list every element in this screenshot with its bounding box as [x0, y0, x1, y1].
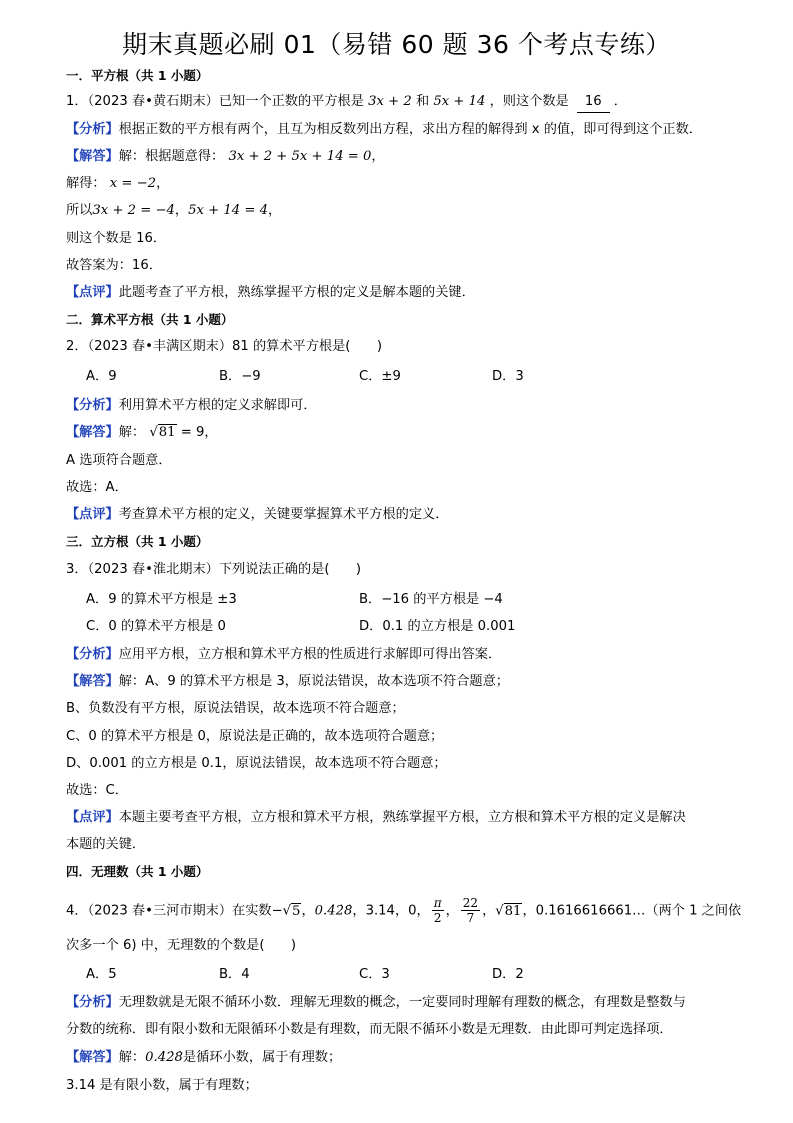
solution-3-line-2: C、0 的算术平方根是 0，原说法是正确的，故本选项符合题意；	[66, 729, 444, 744]
comment-2	[66, 505, 448, 525]
question-1-text: 1．（2023 春•黄石期末）已知一个正数的平方根是	[66, 94, 364, 109]
solution-1-line-1-eq: x = −2	[109, 176, 157, 191]
question-4-option-a: A．5	[86, 967, 117, 982]
comment-3-line-2: 本题的关键．	[66, 837, 146, 852]
comment-text: 考查算术平方根的定义，关键要掌握算术平方根的定义．	[118, 507, 449, 522]
repeating-decimal: 0.4̇2̇8̇	[145, 1050, 183, 1065]
analysis-4-line-2: 分数的统称．即有限小数和无限循环小数是有理数，而无限不循环小数是无理数．由此即可判定选择项．	[66, 1022, 673, 1037]
minus-sign: −	[271, 903, 283, 919]
question-1-text-post: ，则这个数是	[489, 94, 569, 109]
question-1	[66, 92, 627, 113]
question-4-line-2: 次多一个 6) 中，无理数的个数是( )	[66, 938, 297, 953]
separator: ，	[445, 903, 459, 919]
question-4	[66, 896, 741, 925]
solution-punct: ，	[371, 149, 385, 164]
solution-1-line-1-pre: 解得：	[66, 176, 106, 191]
solution-1-line-2-eq-2: 5x + 14 = 4	[188, 203, 268, 218]
fraction-numerator: π	[433, 896, 442, 910]
comment-tag: 【点评】	[66, 285, 119, 300]
solution-2-line-2: 故选：A．	[66, 480, 128, 495]
solution-1-line-2-pre: 所以	[66, 203, 93, 218]
solution-3-line-3: D、0.001 的立方根是 0.1，原说法错误，故本选项不符合题意；	[66, 756, 447, 771]
analysis-text: 利用算术平方根的定义求解即可．	[118, 398, 317, 413]
question-4-option-b: B．4	[219, 967, 250, 982]
analysis-text: 根据正数的平方根有两个，且互为相反数列出方程，求出方程的解得到 x 的值，即可得到这个正数．	[118, 122, 702, 137]
question-3-option-c: C．0 的算术平方根是 0	[86, 619, 226, 634]
question-4-tail: ，0.1616616661…（两个 1 之间依	[522, 903, 742, 919]
solution-text: 解：	[118, 425, 146, 440]
solution-text: 解：根据题意得：	[118, 149, 225, 164]
comment-text: 此题考查了平方根，熟练掌握平方根的定义是解本题的关键．	[118, 285, 475, 300]
solution-1-line-2	[66, 201, 281, 221]
question-1-end: ．	[613, 94, 627, 109]
solution-2-line-1: A 选项符合题意．	[66, 453, 172, 468]
solution-3-line-4: 故选：C．	[66, 783, 128, 798]
analysis-text: 无理数就是无限不循环小数．理解无理数的概念，一定要同时理解有理数的概念，有理数是整数与	[118, 995, 686, 1010]
question-4-mid: ，3.14，0，	[352, 903, 430, 919]
fraction-pi-over-2	[432, 896, 444, 925]
analysis-1	[66, 120, 702, 140]
comment-1	[66, 283, 475, 303]
solution-tag: 【解答】	[66, 674, 119, 689]
question-2-option-b: B．−9	[219, 369, 261, 384]
solution-1-line-1	[66, 174, 169, 194]
answer-blank: 16	[577, 92, 610, 113]
question-1-and: 和	[415, 94, 430, 109]
section-heading-2: 二．算术平方根（共 1 小题）	[66, 312, 234, 327]
solution-1-line-3: 则这个数是 16．	[66, 231, 167, 246]
question-1-expr-2: 5x + 14	[433, 94, 486, 109]
sqrt-radicand: 5	[292, 903, 301, 919]
analysis-3	[66, 645, 501, 665]
section-heading-3: 三．立方根（共 1 小题）	[66, 534, 209, 549]
question-2: 2．（2023 春•丰满区期末）81 的算术平方根是( )	[66, 339, 382, 354]
solution-equation: 3x + 2 + 5x + 14 = 0	[228, 149, 372, 164]
solution-1-line-2-end: ，	[267, 203, 282, 218]
solution-1-line-4: 故答案为：16．	[66, 258, 162, 273]
solution-1	[66, 147, 385, 167]
question-3-option-d: D．0.1 的立方根是 0.001	[359, 619, 516, 634]
separator: ，	[482, 903, 496, 919]
question-4-text: 4．（2023 春•三河市期末）在实数	[66, 903, 272, 919]
separator: ，	[301, 903, 315, 919]
analysis-tag: 【分析】	[66, 647, 119, 662]
analysis-tag: 【分析】	[66, 122, 119, 137]
question-1-expr-1: 3x + 2	[368, 94, 412, 109]
sqrt-81: √81	[495, 903, 522, 919]
solution-2	[66, 423, 218, 443]
solution-tag: 【解答】	[66, 425, 119, 440]
fraction-numerator: 22	[462, 896, 479, 910]
comment-3	[66, 808, 686, 828]
solution-4	[66, 1048, 341, 1068]
solution-3-line-1: B、负数没有平方根，原说法错误，故本选项不符合题意；	[66, 701, 405, 716]
solution-tag: 【解答】	[66, 149, 119, 164]
page-title: 期末真题必刷 01（易错 60 题 36 个考点专练）	[122, 30, 671, 59]
analysis-tag: 【分析】	[66, 995, 119, 1010]
section-heading-4: 四．无理数（共 1 小题）	[66, 864, 209, 879]
sqrt-radicand: 81	[158, 425, 176, 440]
fraction-22-over-7	[461, 896, 480, 925]
solution-3	[66, 672, 509, 692]
solution-4-line-1: 3.14 是有限小数，属于有理数；	[66, 1078, 258, 1093]
comment-tag: 【点评】	[66, 810, 119, 825]
fraction-denominator: 2	[433, 911, 442, 925]
solution-tag: 【解答】	[66, 1050, 119, 1065]
question-3-option-a: A．9 的算术平方根是 ±3	[86, 592, 237, 607]
question-3-option-b: B．−16 的平方根是 −4	[359, 592, 503, 607]
question-3: 3．（2023 春•淮北期末）下列说法正确的是( )	[66, 562, 361, 577]
sqrt-radicand: 81	[504, 903, 522, 919]
analysis-text: 应用平方根，立方根和算术平方根的性质进行求解即可得出答案．	[118, 647, 502, 662]
section-heading-1: 一．平方根（共 1 小题）	[66, 68, 209, 83]
analysis-4	[66, 993, 686, 1013]
analysis-2	[66, 396, 317, 416]
question-4-option-c: C．3	[359, 967, 390, 982]
comment-text: 本题主要考查平方根，立方根和算术平方根，熟练掌握平方根，立方根和算术平方根的定义是解决	[118, 810, 686, 825]
comment-tag: 【点评】	[66, 507, 119, 522]
question-2-option-c: C．±9	[359, 369, 401, 384]
fraction-denominator: 7	[466, 911, 475, 925]
repeating-decimal: 0.4̇2̇8̇	[314, 903, 353, 919]
question-2-option-d: D．3	[492, 369, 524, 384]
sqrt-5: √5	[282, 903, 301, 919]
question-4-option-d: D．2	[492, 967, 524, 982]
solution-1-line-2-mid: ，	[174, 203, 189, 218]
question-2-option-a: A．9	[86, 369, 117, 384]
sqrt-expression: √81	[149, 425, 176, 440]
solution-text: 解：A、9 的算术平方根是 3，原说法错误，故本选项不符合题意；	[118, 674, 509, 689]
solution-1-line-1-end: ，	[156, 176, 170, 191]
solution-1-line-2-eq-1: 3x + 2 = −4	[92, 203, 175, 218]
solution-text-post: = 9，	[180, 425, 218, 440]
solution-text-post: 是循环小数，属于有理数；	[182, 1050, 342, 1065]
solution-text: 解：	[118, 1050, 146, 1065]
analysis-tag: 【分析】	[66, 398, 119, 413]
